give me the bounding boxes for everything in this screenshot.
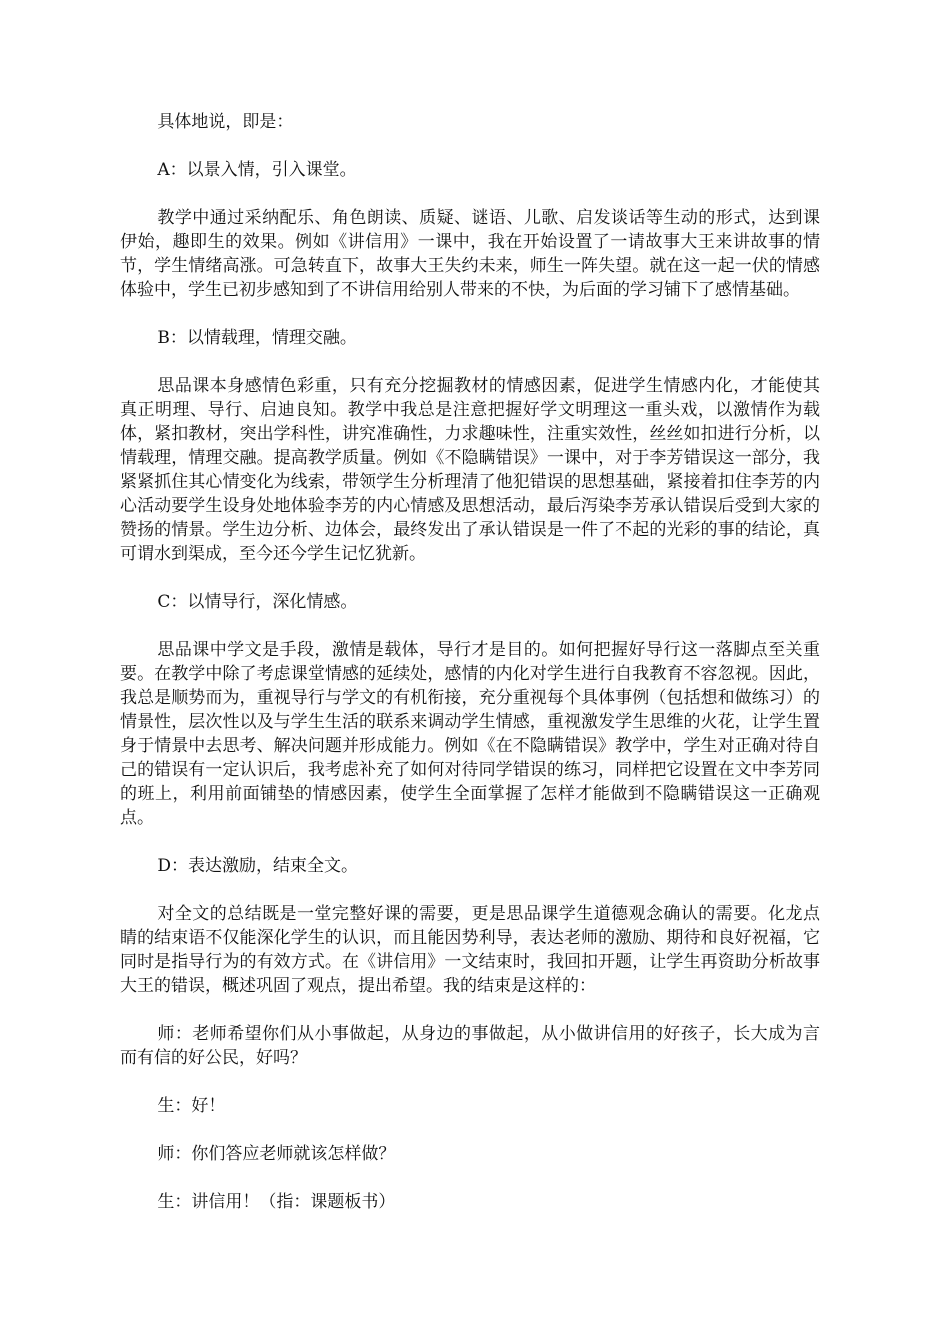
paragraph-intro: 具体地说，即是： [157, 112, 294, 132]
dialogue-teacher-2: 师：你们答应老师就该怎样做？ [157, 1144, 396, 1164]
paragraph-a-body: 教学中通过采纳配乐、角色朗读、质疑、谜语、儿歌、启发谈话等生动的形式，达到课伊始，趣即生的效果。例如《讲信用》一课中，我在开始设置了一请故事大王来讲故事的情节，学生情绪高涨。可急转直下，故事大王失约未来，师生一阵失望。就在这一起一伏的情感体验中，学生已初步感知到了不讲信用给别人带来的不快，为后面的学习铺下了感情基础。 [120, 208, 820, 300]
section-heading-c: C：以情导行，深化情感。 [157, 592, 358, 612]
section-heading-a: A：以景入情，引入课堂。 [157, 160, 357, 180]
dialogue-student-2: 生：讲信用！（指：课题板书） [157, 1192, 396, 1212]
document-page [120, 110, 820, 1238]
section-heading-b: B：以情载理，情理交融。 [157, 328, 357, 348]
dialogue-teacher-1: 师：老师希望你们从小事做起，从身边的事做起，从小做讲信用的好孩子，长大成为言而有信的好公民，好吗？ [120, 1024, 820, 1068]
paragraph-d-body: 对全文的总结既是一堂完整好课的需要，更是思品课学生道德观念确认的需要。化龙点睛的结束语不仅能深化学生的认识，而且能因势利导，表达老师的激励、期待和良好祝福，它同时是指导行为的有效方式。在《讲信用》一文结束时，我回扣开题，让学生再资助分析故事大王的错误，概述巩固了观点，提出希望。我的结束是这样的： [120, 904, 820, 996]
paragraph-c-body: 思品课中学文是手段，激情是载体，导行才是目的。如何把握好导行这一落脚点至关重要。在教学中除了考虑课堂情感的延续处，感情的内化对学生进行自我教育不容忽视。因此，我总是顺势而为，重视导行与学文的有机衔接，充分重视每个具体事例（包括想和做练习）的情景性，层次性以及与学生生活的联系来调动学生情感，重视激发学生思维的火花，让学生置身于情景中去思考、解决问题并形成能力。例如《在不隐瞒错误》教学中，学生对正确对待自己的错误有一定认识后，我考虑补充了如何对待同学错误的练习，同样把它设置在文中李芳同的班上，利用前面铺垫的情感因素，使学生全面掌握了怎样才能做到不隐瞒错误这一正确观点。 [120, 640, 820, 828]
section-heading-d: D：表达激励，结束全文。 [157, 856, 359, 876]
paragraph-b-body: 思品课本身感情色彩重，只有充分挖掘教材的情感因素，促进学生情感内化，才能使其真正明理、导行、启迪良知。教学中我总是注意把握好学文明理这一重头戏，以激情作为载体，紧扣教材，突出学科性，讲究准确性，力求趣味性，注重实效性，丝丝如扣进行分析，以情载理，情理交融。提高教学质量。例如《不隐瞒错误》一课中，对于李芳错误这一部分，我紧紧抓住其心情变化为线索，带领学生分析理清了他犯错误的思想基础，紧接着扣住李芳的内心活动要学生设身处地体验李芳的内心情感及思想活动，最后泻染李芳承认错误后受到大家的赞扬的情景。学生边分析、边体会，最终发出了承认错误是一件了不起的光彩的事的结论，真可谓水到渠成，至今还今学生记忆犹新。 [120, 376, 820, 564]
dialogue-student-1: 生：好！ [157, 1096, 226, 1116]
